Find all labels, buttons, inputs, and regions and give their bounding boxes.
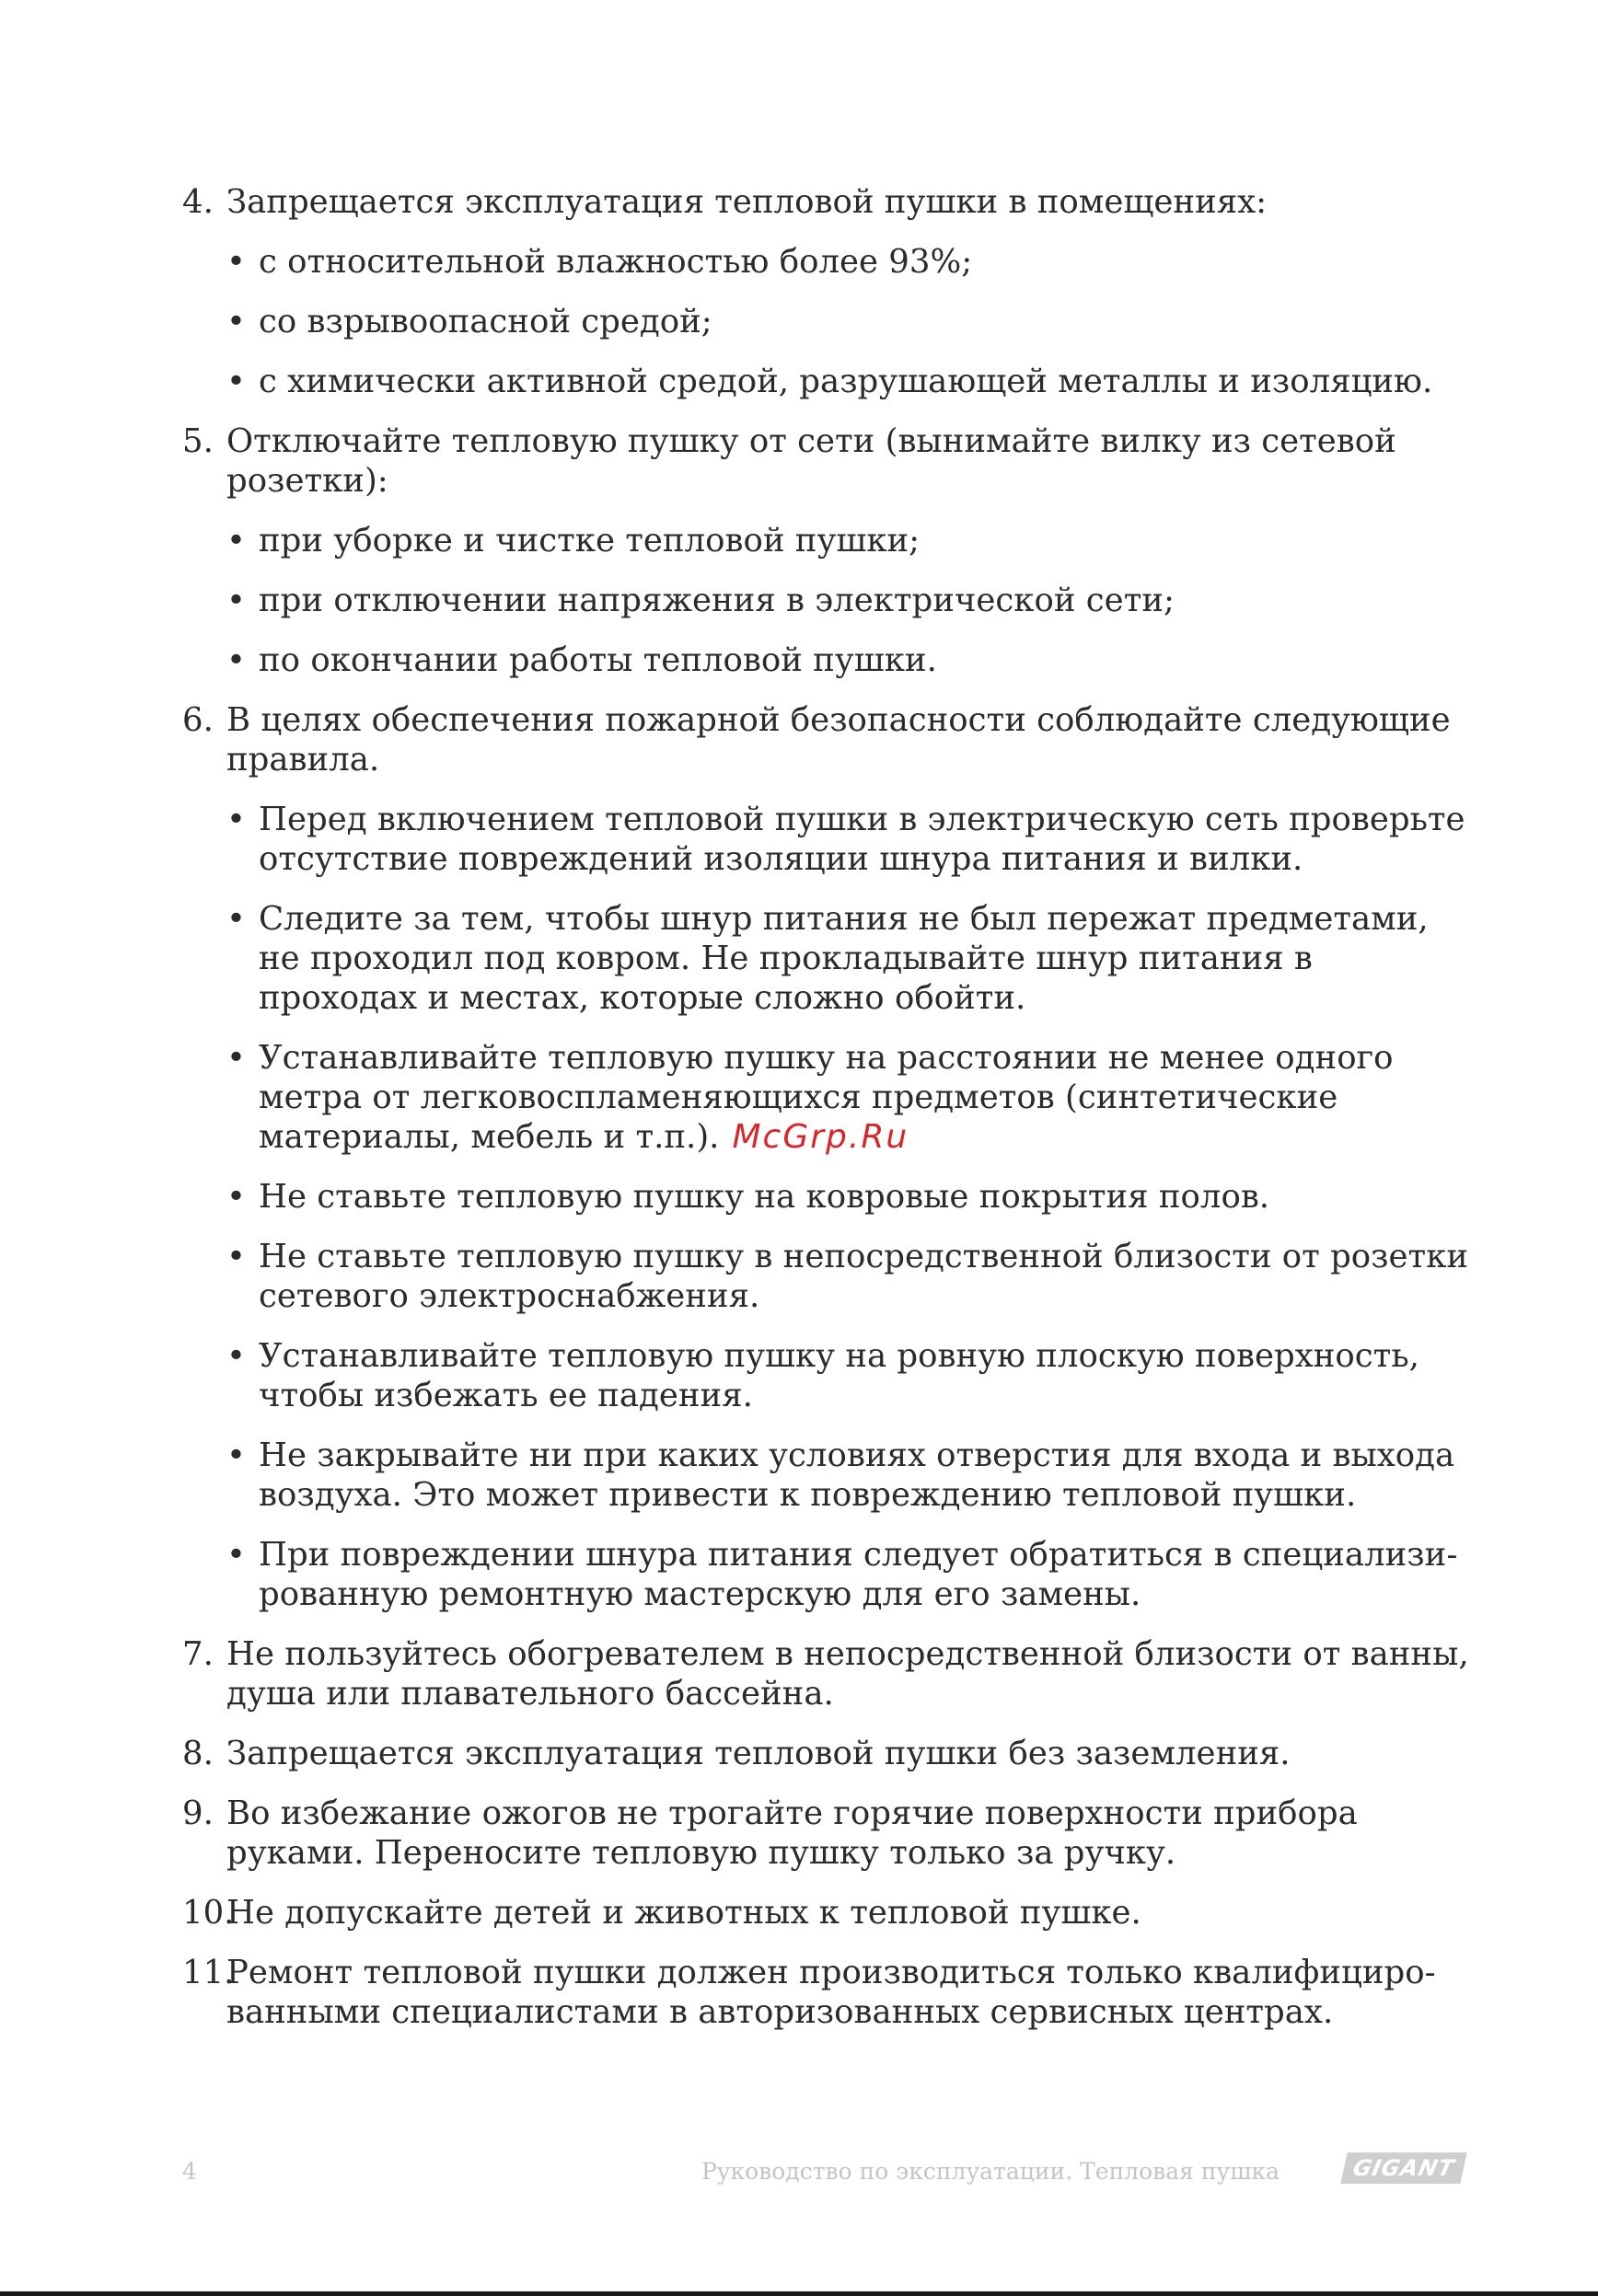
bullet-item: • Не ставьте тепловую пушку на ковровые покрытия полов. [226, 1177, 1471, 1217]
item-number: 8. [182, 1735, 214, 1772]
bullet-item: • Устанавливайте тепловую пушку на ровную плоскую поверхность, чтобы избежать ее падения. [226, 1336, 1471, 1415]
bullet-item: • Не ставьте тепловую пушку в непосредственной близости от розетки сетевого электроснабжения. [226, 1237, 1471, 1316]
item-number: 7. [182, 1635, 214, 1673]
list-item [182, 700, 1471, 1614]
watermark: McGrp.Ru [732, 1118, 909, 1156]
bullet-item: • Следите за тем, чтобы шнур питания не был пережат предметами, не проходил под ковром. Не прокладывайте шнур питания в проходах и местах, которые сложно обойти. [226, 899, 1471, 1018]
bullet-item: • Устанавливайте тепловую пушку на расстоянии не менее одного метра от легковоспламеняющихся предметов (синтетические материалы, мебель и т.п.). McGrp.Ru [226, 1038, 1471, 1157]
bullet-item: • по окончании работы тепловой пушки. [226, 640, 1471, 680]
bullet-list [226, 242, 1471, 401]
bullet-item: • Перед включением тепловой пушки в электрическую сеть проверьте отсутствие повреждений изоляции шнура питания и вилки. [226, 800, 1471, 879]
bullet-item: • с химически активной средой, разрушающей металлы и изоляцию. [226, 362, 1471, 401]
item-number: 4. [182, 183, 214, 221]
list-item [182, 421, 1471, 680]
bottom-border [0, 2291, 1598, 2296]
list-item [182, 1953, 1471, 2032]
item-number: 11. [182, 1954, 235, 1991]
footer-title: Руководство по эксплуатации. Тепловая пушка [701, 2158, 1280, 2185]
page-footer [182, 2151, 1464, 2193]
bullet-item: • При повреждении шнура питания следует обратиться в специализи-рованную ремонтную мастерскую для его замены. [226, 1535, 1471, 1614]
item-number: 9. [182, 1794, 214, 1832]
bullet-item: • при уборке и чистке тепловой пушки; [226, 521, 1471, 560]
gigant-logo: GIGANT [1340, 2152, 1466, 2184]
safety-instructions [182, 182, 1471, 2052]
item-number: 6. [182, 701, 214, 739]
bullet-item: • при отключении напряжения в электрической сети; [226, 581, 1471, 620]
list-item [182, 1734, 1471, 1773]
item-text: В целях обеспечения пожарной безопасности соблюдайте следующие правила. [226, 701, 1451, 779]
list-item [182, 182, 1471, 401]
item-text: Во избежание ожогов не трогайте горячие поверхности прибора руками. Переносите тепловую пушку только за ручку. [226, 1794, 1358, 1872]
bullet-item: • с относительной влажностью более 93%; [226, 242, 1471, 282]
bullet-item: • со взрывоопасной средой; [226, 302, 1471, 341]
item-text: Не допускайте детей и животных к тепловой пушке. [226, 1894, 1141, 1932]
item-number: 5. [182, 422, 214, 460]
bullet-item: • Не закрывайте ни при каких условиях отверстия для входа и выхода воздуха. Это может привести к повреждению тепловой пушки. [226, 1436, 1471, 1515]
item-text: Ремонт тепловой пушки должен производиться только квалифициро-ванными специалистами в авторизованных сервисных центрах. [226, 1954, 1436, 2031]
bullet-list [226, 521, 1471, 680]
list-item [182, 1634, 1471, 1713]
list-item [182, 1794, 1471, 1873]
list-item [182, 1893, 1471, 1933]
item-text: Запрещается эксплуатация тепловой пушки в помещениях: [226, 183, 1268, 221]
item-text: Не пользуйтесь обогревателем в непосредственной близости от ванны, душа или плавательного бассейна. [226, 1635, 1469, 1713]
bullet-list [226, 800, 1471, 1614]
item-text: Отключайте тепловую пушку от сети (вынимайте вилку из сетевой розетки): [226, 422, 1396, 500]
item-number: 10. [182, 1894, 235, 1932]
page-number: 4 [182, 2158, 197, 2185]
item-text: Запрещается эксплуатация тепловой пушки без заземления. [226, 1735, 1291, 1772]
